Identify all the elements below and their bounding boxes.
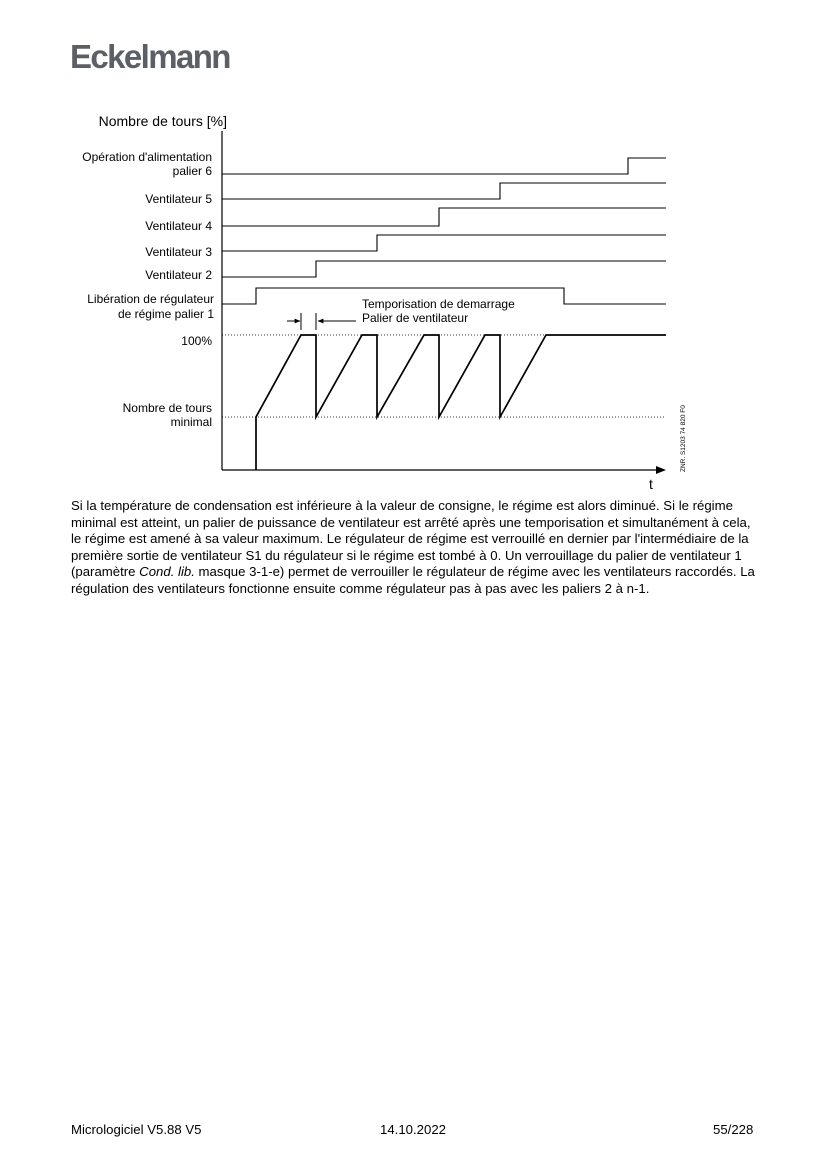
level-100-label: 100% [181,334,212,348]
fan-control-diagram [0,0,827,500]
row-label-release-l2: de régime palier 1 [117,307,214,321]
annotation-fan-stage: Palier de ventilateur [362,311,469,325]
signal-supply-stage6 [222,158,666,174]
row-label-fan5: Ventilateur 5 [145,192,212,206]
body-part1: Si la température de condensation est inférieure à la valeur de consigne, le régime est alors diminué. Si le régime minimal est atteint, un palier de puissance de ventilateur est arrêté après une temporisation et simultanément à cela, le régime est amené à sa valeur maximum. Le régulateur de régime est verrouillé en dernier par l'intermédiaire de la première sortie de ventilateur S1 du régulateur si le régime est tombé à 0. Un verrouillage du palier de ventilateur 1 (paramètre [71,498,751,580]
row-label-supply-stage6-l1: Opération d'alimentation [82,150,212,164]
signal-fan5 [222,183,666,199]
level-min-label-l1: Nombre de tours [122,401,212,415]
row-label-fan4: Ventilateur 4 [145,219,212,233]
row-label-release-l1: Libération de régulateur [87,292,214,306]
eckelmann-logo: Eckelmann [70,38,230,75]
reference-code: ZNR. S1203 74 820 F0 [680,405,687,472]
signal-fan4 [222,208,666,226]
y-axis-label: Nombre de tours [%] [98,113,227,129]
x-axis-label: t [649,476,653,492]
row-label-supply-stage6-l2: palier 6 [172,164,212,178]
signal-fan2 [222,261,666,277]
footer-date: 14.10.2022 [380,1122,447,1137]
footer-firmware: Micrologiciel V5.88 V5 [71,1122,202,1137]
level-min-label-l2: minimal [170,415,212,429]
body-italic-param: Cond. lib. [139,564,195,580]
x-axis-arrow-icon [656,466,666,474]
signal-fan3 [222,235,666,251]
body-part2: masque 3-1-e) permet de verrouiller le régulateur de régime avec les ventilateurs raccordés. La régulation des ventilateurs fonctionne ensuite comme régulateur pas à pas avec les paliers 2 à n-1. [71,564,755,596]
row-label-fan3: Ventilateur 3 [145,245,212,259]
annotation-start-delay: Temporisation de demarrage [362,297,515,311]
footer-page-number: 55/228 [713,1122,754,1137]
speed-curve [256,335,666,470]
row-label-fan2: Ventilateur 2 [145,268,212,282]
body-paragraph [71,498,761,598]
